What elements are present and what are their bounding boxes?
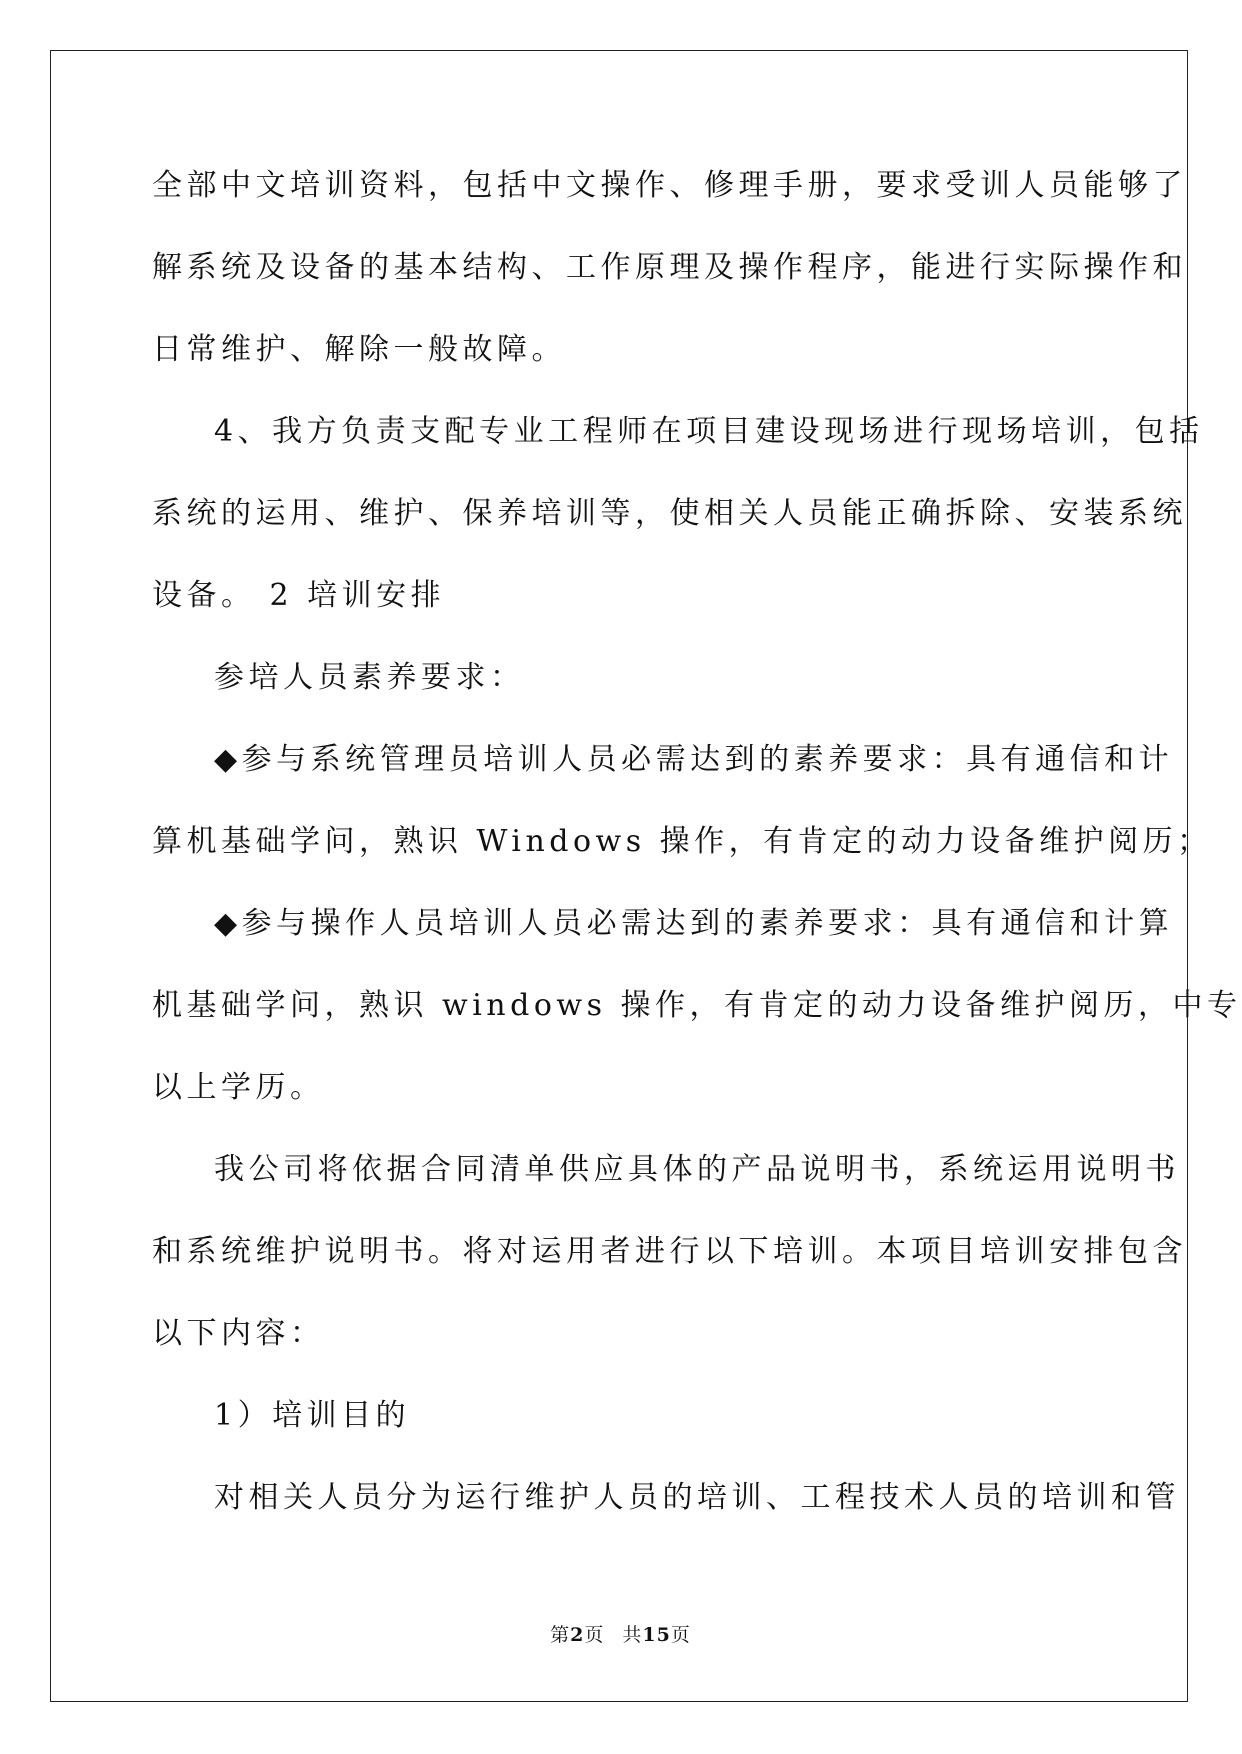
total-prefix: 共: [622, 1624, 643, 1646]
total-pages: 15: [642, 1624, 671, 1646]
text-line: ◆参与系统管理员培训人员必需达到的素养要求：具有通信和计: [214, 742, 1174, 777]
text-line: 对相关人员分为运行维护人员的培训、工程技术人员的培训和管: [214, 1480, 1180, 1515]
text-line: 参培人员素养要求：: [214, 660, 525, 695]
page-suffix: 页: [584, 1624, 605, 1646]
text-line: 设备。 2 培训安排: [152, 578, 446, 613]
text-line: 机基础学问，熟识 windows 操作，有肯定的动力设备维护阅历，中专: [152, 988, 1242, 1023]
total-suffix: 页: [670, 1624, 691, 1646]
text-line: 和系统维护说明书。将对运用者进行以下培训。本项目培训安排包含: [152, 1234, 1187, 1269]
page-prefix: 第: [550, 1624, 571, 1646]
text-line: 系统的运用、维护、保养培训等，使相关人员能正确拆除、安装系统: [152, 496, 1187, 531]
page-footer: [0, 1620, 1241, 1647]
text-line: ◆参与操作人员培训人员必需达到的素养要求：具有通信和计算: [214, 906, 1174, 941]
text-line: 解系统及设备的基本结构、工作原理及操作程序，能进行实际操作和: [152, 250, 1187, 285]
document-body: [152, 145, 1242, 1539]
text-line: 日常维护、解除一般故障。: [152, 332, 566, 367]
page-number: 2: [570, 1624, 585, 1646]
text-line: 我公司将依据合同清单供应具体的产品说明书，系统运用说明书: [214, 1152, 1180, 1187]
text-line: 1）培训目的: [214, 1398, 411, 1433]
text-line: 全部中文培训资料，包括中文操作、修理手册，要求受训人员能够了: [152, 168, 1187, 203]
text-line: 以下内容：: [152, 1316, 325, 1351]
text-line: 算机基础学问，熟识 Windows 操作，有肯定的动力设备维护阅历；: [152, 824, 1212, 859]
text-line: 4、我方负责支配专业工程师在项目建设现场进行现场培训，包括: [214, 414, 1204, 449]
text-line: 以上学历。: [152, 1070, 325, 1105]
